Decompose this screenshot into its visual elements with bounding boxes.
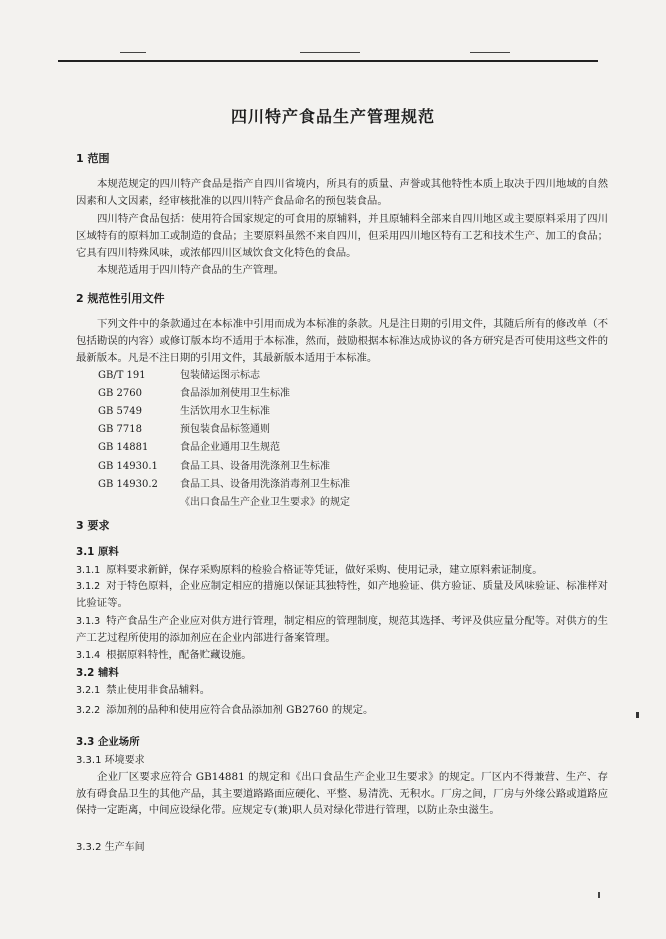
reference-row <box>98 420 270 435</box>
clause-text: 添加剂的品种和使用应符合食品添加剂 GB2760 的规定。 <box>106 704 374 716</box>
clause-text: 禁止使用非食品辅料。 <box>106 684 211 696</box>
reference-extra: 《出口食品生产企业卫生要求》的规定 <box>180 497 350 508</box>
references-paragraph: 下列文件中的条款通过在本标准中引用而成为本标准的条款。凡是注日期的引用文件，其随后所有的修改单（不包括勘误的内容）或修订版本均不适用于本标准，然而，鼓励根据本标准达成协议的各方研究是否可使用这些文件的最新版本。凡是不注日期的引用文件，其最新版本适用于本标准。 <box>76 318 608 364</box>
section-heading-scope: 1 范围 <box>76 152 110 165</box>
clause-number: 3.1.3 <box>76 616 101 627</box>
reference-row <box>98 402 270 417</box>
subsection-heading-environment: 3.3.1 环境要求 <box>76 755 145 766</box>
section-heading-references: 2 规范性引用文件 <box>76 292 165 305</box>
clause-number: 3.1.2 <box>76 581 101 592</box>
reference-code: GB 14930.1 <box>98 461 158 472</box>
section-heading-requirements: 3 要求 <box>76 519 110 532</box>
scope-paragraph-1: 本规范规定的四川特产食品是指产自四川省境内，所具有的质量、声誉或其他特性本质上取决于四川地域的自然因素和人文因素，经审核批准的以四川特产食品命名的预包装食品。 <box>76 178 608 207</box>
clause-number: 3.2.1 <box>76 685 101 696</box>
scope-paragraph-3: 本规范适用于四川特产食品的生产管理。 <box>97 264 285 276</box>
reference-code: GB 5749 <box>98 406 142 417</box>
environment-paragraph: 企业厂区要求应符合 GB14881 的规定和《出口食品生产企业卫生要求》的规定。厂区内不得兼营、生产、存放有碍食品卫生的其他产品，其主要道路路面应硬化、平整、易清洗、无积水。厂房之间，厂房与外缘公路或道路应保持一定距离，中间应设绿化带。应规定专(兼)职人员对绿化带进行管理，以防止杂虫滋生。 <box>76 771 608 816</box>
scan-artifact <box>636 712 639 718</box>
clause-text: 根据原料特性，配备贮藏设施。 <box>106 649 252 661</box>
clause <box>76 578 608 611</box>
clause-number: 3.1.1 <box>76 565 101 576</box>
clause <box>76 613 608 646</box>
clause-text: 原料要求新鲜，保存采购原料的检验合格证等凭证，做好采购、使用记录，建立原料索证制度。 <box>106 564 543 576</box>
reference-title: 食品企业通用卫生规范 <box>180 442 280 453</box>
reference-title: 包装储运图示标志 <box>180 370 260 381</box>
reference-title: 生活饮用水卫生标准 <box>180 406 270 417</box>
clause <box>76 647 608 664</box>
clause-text: 特产食品生产企业应对供方进行管理，制定相应的管理制度，规范其选择、考评及供应量分配等。对供方的生产工艺过程所使用的添加剂应在企业内部进行备案管理。 <box>76 615 608 644</box>
scan-artifact <box>470 52 510 53</box>
clause <box>76 562 608 579</box>
scan-artifact <box>300 52 360 53</box>
reference-row <box>98 366 260 381</box>
clause-number: 3.2.2 <box>76 705 101 716</box>
reference-row <box>98 475 350 490</box>
clause <box>76 702 608 719</box>
reference-row <box>98 384 290 399</box>
top-rule <box>58 60 598 62</box>
reference-code: GB 14881 <box>98 442 149 453</box>
subsection-heading-workshop: 3.3.2 生产车间 <box>76 842 145 853</box>
scope-paragraph-2: 四川特产食品包括：使用符合国家规定的可食用的原辅料，并且原辅料全部来自四川地区或主要原料采用了四川区域特有的原料加工或制造的食品；主要原料虽然不来自四川，但采用四川地区特有工艺和技术生产、加工的食品；它具有四川特殊风味，或浓郁四川区域饮食文化特色的食品。 <box>76 213 608 259</box>
reference-row <box>98 457 330 472</box>
reference-title: 食品添加剂使用卫生标准 <box>180 388 290 399</box>
reference-code: GB/T 191 <box>98 370 146 381</box>
scan-artifact <box>598 892 600 898</box>
reference-code: GB 7718 <box>98 424 142 435</box>
clause-number: 3.1.4 <box>76 650 101 661</box>
document-title: 四川特产食品生产管理规范 <box>230 107 435 126</box>
clause <box>76 682 608 699</box>
scan-artifact <box>120 52 146 53</box>
subsection-heading-raw-materials: 3.1 原料 <box>76 546 119 558</box>
reference-code: GB 2760 <box>98 388 142 399</box>
reference-code: GB 14930.2 <box>98 479 158 490</box>
reference-title: 食品工具、设备用洗涤消毒剂卫生标准 <box>180 479 350 490</box>
subsection-heading-auxiliary-materials: 3.2 辅料 <box>76 667 119 679</box>
clause-text: 对于特色原料，企业应制定相应的措施以保证其独特性，如产地验证、供方验证、质量及风味验证、标准样对比验证等。 <box>76 580 608 609</box>
reference-title: 食品工具、设备用洗涤剂卫生标准 <box>180 461 330 472</box>
reference-title: 预包装食品标签通则 <box>180 424 270 435</box>
subsection-heading-premises: 3.3 企业场所 <box>76 736 140 748</box>
reference-row <box>98 438 280 453</box>
